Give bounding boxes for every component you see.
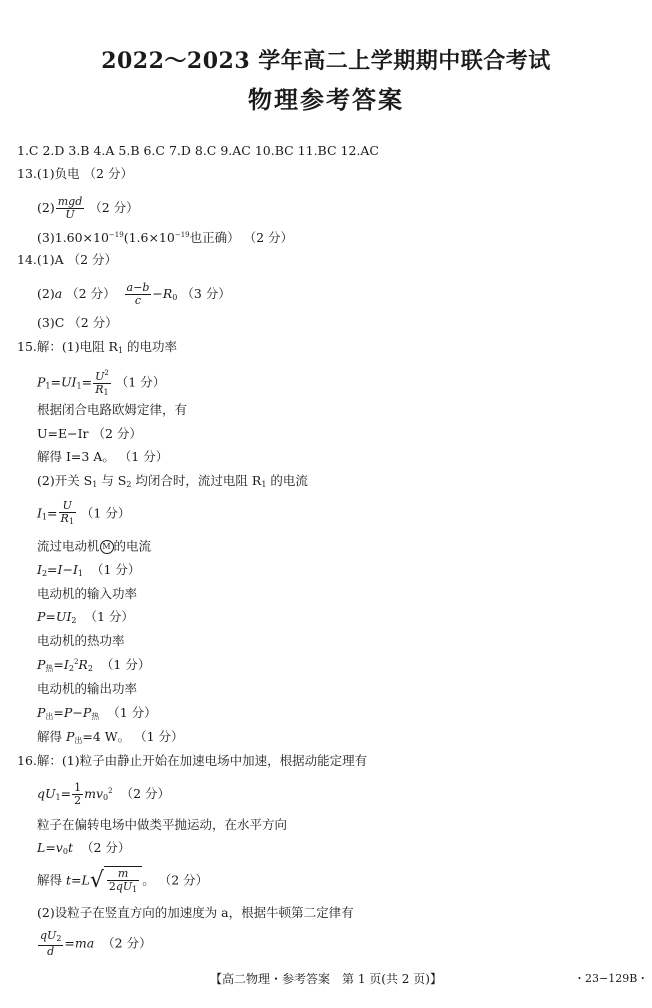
- exam-title: 2022～2023 学年高二上学期期中联合考试: [101, 48, 551, 74]
- q13-part3: $(3)1.60\times 10^{-19}(1.6\times 10^{-19}$也正确） （2 分）: [37, 230, 294, 245]
- q15-part2: (2)开关 $S_1$ 与 $S_2$ 均闭合时，流过电阻 $R_1$ 的电流: [37, 473, 308, 489]
- answer-key-heading: 物理参考答案: [248, 85, 404, 114]
- q15-input-power-label: 电动机的输入功率: [37, 586, 138, 601]
- q16-eq2: $L=v_0t$ （2 分）: [37, 840, 131, 856]
- q16-deflect: 粒子在偏转电场中做类平抛运动，在水平方向: [37, 817, 288, 832]
- q15-eq6: $P_热=I_2^2R_2$ （1 分）: [37, 657, 151, 673]
- q16-solution1: 解得 t=L√ $\frac{m}{2qU_1}$ 。 （2 分）: [37, 867, 209, 894]
- q16-eq1: $qU_1=$ $\frac{1}{2}$ $mv_0^2$ （2 分）: [37, 781, 170, 807]
- q15-eq7: $P_出=P-P_热$ （1 分）: [37, 705, 157, 721]
- q14-part3: (3)C （2 分）: [37, 315, 118, 330]
- q14-part1: 14.(1)A （2 分）: [17, 252, 118, 267]
- q15-eq3: $I_1=$ $\frac{U}{R_1}$ （1 分）: [37, 499, 131, 526]
- q13-part1: 13.(1)负电 （2 分）: [17, 166, 133, 181]
- q15-solution1: 解得 I=3 A。 （1 分）: [37, 449, 169, 464]
- q13-part2: (2) $\frac{\text{mgd}}{U}$ （2 分）: [37, 195, 139, 221]
- q15-eq4: $I_2=I-I_1$ （1 分）: [37, 562, 141, 578]
- q15-heat-power-label: 电动机的热功率: [37, 633, 125, 648]
- q16-intro: 16.解：(1)粒子由静止开始在加速电场中加速，根据动能定理有: [17, 753, 368, 768]
- document-code: ・23−129B・: [574, 972, 649, 985]
- q16-part2: (2)设粒子在竖直方向的加速度为 a，根据牛顿第二定律有: [37, 905, 354, 920]
- q15-eq2: U=E−Ir （2 分）: [37, 426, 142, 441]
- q15-motor-current: 流过电动机 M 的电流: [37, 538, 152, 554]
- q15-intro: 15.解：(1)电阻 $R_1$ 的电功率: [17, 339, 178, 355]
- motor-symbol-icon: M: [100, 540, 114, 554]
- page-footer: 【高二物理・参考答案 第 1 页(共 2 页)】: [210, 972, 442, 986]
- q15-closed-circuit: 根据闭合电路欧姆定律，有: [37, 402, 188, 417]
- q15-solution2: 解得 $P_出=4$ W。 （1 分）: [37, 729, 184, 745]
- choice-answers: 1.C 2.D 3.B 4.A 5.B 6.C 7.D 8.C 9.AC 10.BC 11.BC 12.AC: [17, 143, 379, 158]
- q16-eq3: $\frac{qU_2}{d}$ =ma （2 分）: [40, 929, 152, 958]
- q15-eq5: $P=UI_2$ （1 分）: [37, 609, 134, 625]
- q15-output-power-label: 电动机的输出功率: [37, 681, 138, 696]
- q15-eq1: $P_1=UI_1=$ $\frac{U^2}{R_1}$ （1 分）: [37, 369, 166, 397]
- q14-part2: (2)a （2 分） $\frac{a-b}{c}$ $-R_0$ （3 分）: [37, 281, 231, 307]
